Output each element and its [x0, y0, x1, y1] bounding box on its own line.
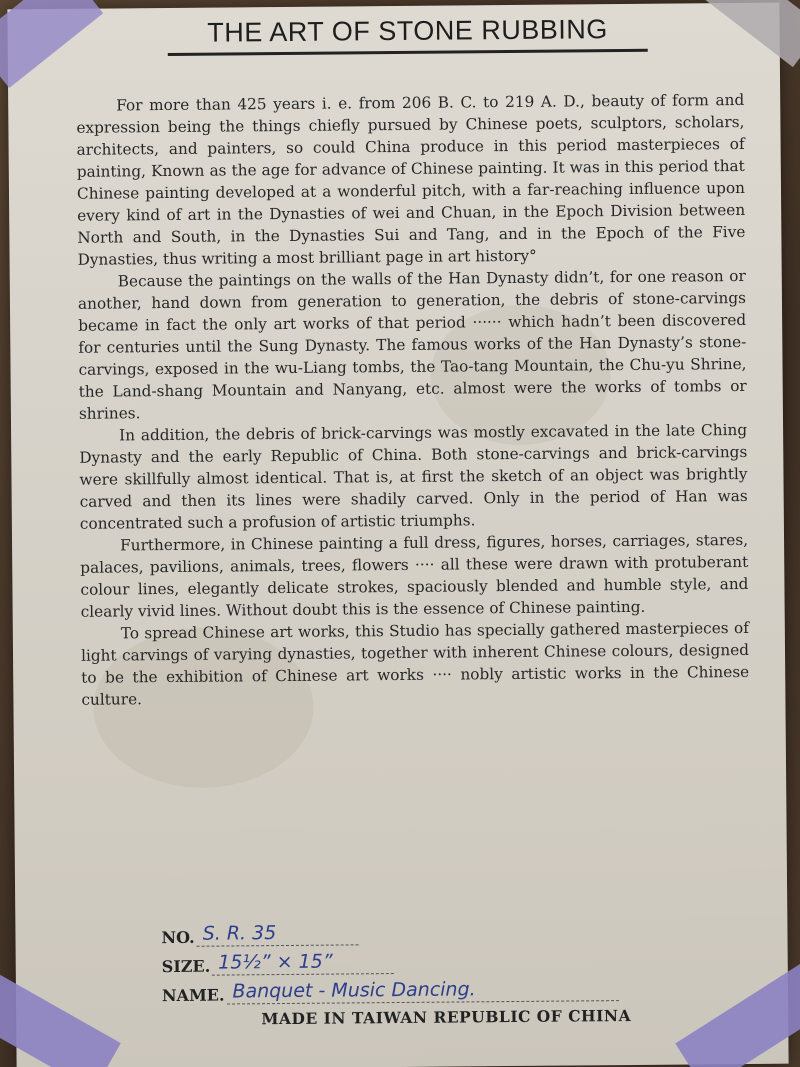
- catalog-fields: [161, 914, 618, 1005]
- paragraph-1: For more than 425 years i. e. from 206 B. C. to 219 A. D., beauty of form and expression being the things chiefly pursued by Chinese poets, sculptors, scholars, architects, and painters, so could China produce in this period masterpieces of painting, Known as the age for advance of Chinese painting. It was in this period that Chinese painting developed at a wonderful pitch, with a far-reaching influence upon every kind of art in the Dynasties of wei and Chuan, in the Epoch Division between North and South, in the Dynasties Sui and Tang, and in the Epoch of the Five Dynasties, thus writing a most brilliant page in art history°: [76, 90, 746, 269]
- origin-footer: MADE IN TAIWAN REPUBLIC OF CHINA: [261, 1005, 632, 1029]
- tape-top-right: [706, 0, 800, 67]
- size-label: SIZE.: [161, 956, 211, 977]
- name-value: Banquet - Music Dancing.: [226, 977, 618, 1004]
- field-row-no: [161, 914, 618, 947]
- field-row-size: [162, 943, 619, 976]
- document-body: [76, 89, 749, 711]
- document-title: THE ART OF STONE RUBBING: [167, 14, 647, 56]
- paragraph-4: Furthermore, in Chinese painting a full dress, figures, horses, carriages, stares, palaces, pavilions, animals, trees, flowers ···· all these were drawn with protuberant colour lines, elegantly delicate strokes, spaciously blended and humble style, and clearly vivid lines. Without doubt this is the essence of Chinese painting.: [80, 530, 749, 621]
- paragraph-5: To spread Chinese art works, this Studio has specially gathered masterpieces of light carvings of varying dynasties, together with inherent Chinese colours, designed to be the exhibition of Chinese art works ···· nobly artistic works in the Chinese culture.: [80, 618, 750, 709]
- no-value: S. R. 35: [197, 921, 359, 946]
- paper-sheet: [7, 3, 788, 1067]
- paragraph-3: In addition, the debris of brick-carvings was mostly excavated in the late Ching Dynasty and the early Republic of China. Both stone-carvings and brick-carvings were skillfully almost identical. That is, at first the sketch of an object was brightly carved and then its lines were shadily carved. Only in the period of Han was concentrated such a profusion of artistic triumphs.: [79, 420, 748, 533]
- paragraph-2: Because the paintings on the walls of the Han Dynasty didn’t, for one reason or another, hand down from generation to generation, the debris of stone-carvings became in fact the only art works of that period ······ which hadn’t been discovered for centuries until the Sung Dynasty. The famous works of the Han Dynasty’s stone-carvings, exposed in the wu-Liang tombs, the Tao-tang Mountain, the Chu-yu Shrine, the Land-shang Mountain and Nanyang, etc. almost were the works of tombs or shrines.: [77, 266, 747, 423]
- field-row-name: [162, 972, 619, 1005]
- tape-bottom-left: [0, 974, 121, 1067]
- size-value: 15½” × 15”: [212, 950, 394, 976]
- no-label: NO.: [161, 927, 195, 948]
- name-label: NAME.: [161, 985, 225, 1006]
- tape-top-left: [0, 0, 103, 88]
